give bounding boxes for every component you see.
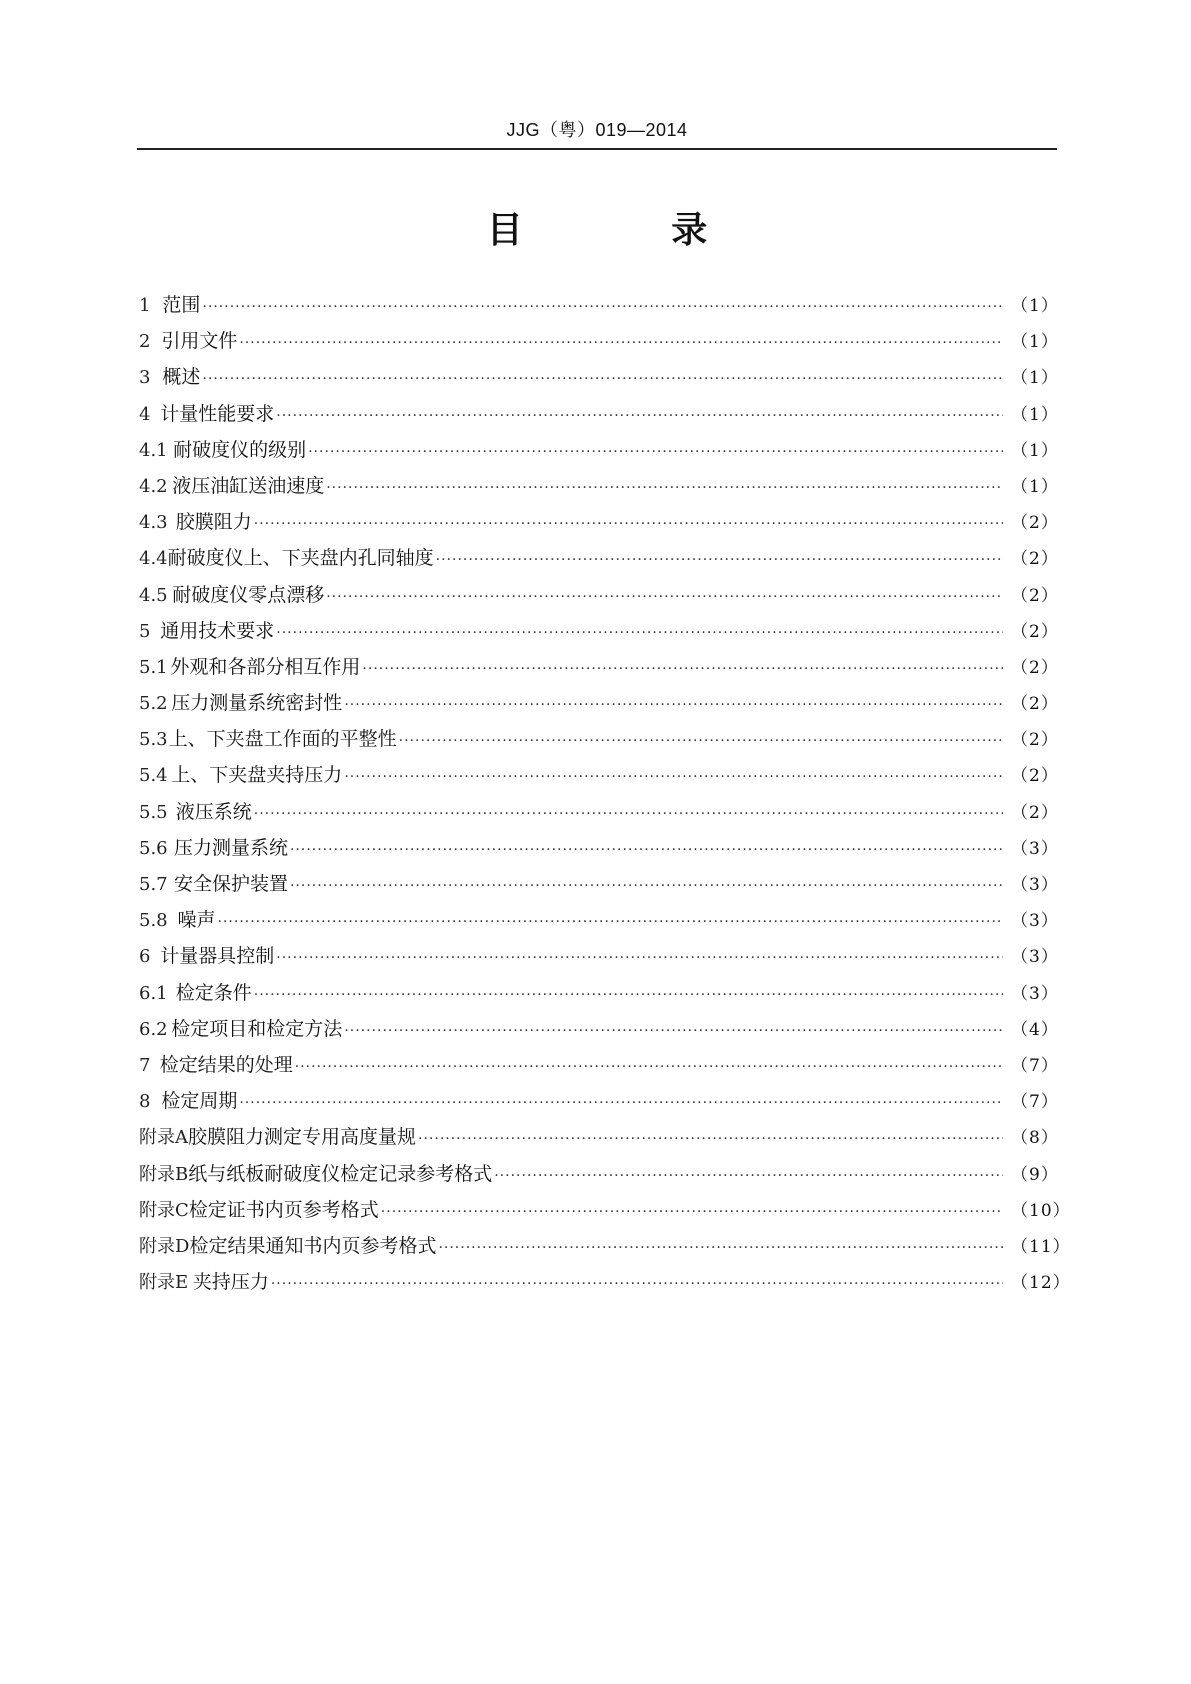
toc-entry-page: （1） — [1011, 332, 1059, 353]
toc-entry-page: （3） — [1011, 875, 1059, 895]
toc-entry[interactable] — [139, 978, 1057, 1014]
toc-dot-leader — [254, 516, 1003, 532]
toc-dot-leader — [438, 1240, 1003, 1256]
toc-entry-title: 上、下夹盘夹持压力 — [171, 764, 343, 787]
toc-entry-title: 范围 — [162, 294, 201, 316]
toc-entry-page: （4） — [1011, 1019, 1059, 1040]
toc-entry-title: 检定条件 — [175, 981, 252, 1004]
toc-entry-page: （7） — [1011, 1092, 1059, 1113]
toc-entry-number: 5.4 — [139, 765, 168, 787]
toc-entry-title: 计量器具控制 — [160, 945, 275, 968]
toc-entry-number: 5.6 — [139, 837, 168, 859]
toc-dot-leader — [239, 335, 1003, 351]
toc-dot-leader — [202, 299, 1003, 315]
toc-entry-number: 附录B — [139, 1163, 189, 1185]
toc-dot-leader — [362, 661, 1003, 677]
toc-entry-number: 4.2 — [139, 475, 168, 497]
toc-entry-number: 附录E — [139, 1272, 189, 1294]
toc-entry-number: 5.7 — [139, 874, 168, 895]
toc-dot-leader — [202, 371, 1003, 387]
toc-entry-page: （1） — [1011, 440, 1059, 461]
toc-entry-number: 6.1 — [139, 982, 168, 1004]
toc-entry-page: （1） — [1011, 476, 1059, 497]
toc-dot-leader — [290, 842, 1003, 858]
toc-entry-number: 2 — [139, 331, 151, 353]
toc-entry-number: 4.4 — [139, 548, 168, 570]
toc-dot-leader — [418, 1131, 1003, 1147]
toc-entry-number: 5 — [139, 620, 151, 642]
toc-entry[interactable] — [139, 941, 1057, 977]
toc-entry[interactable] — [139, 290, 1057, 326]
toc-entry-title: 压力测量系统 — [173, 836, 288, 859]
toc-dot-leader — [381, 1204, 1003, 1220]
toc-entry-title: 液压系统 — [175, 800, 252, 823]
toc-title: 目 录 — [486, 210, 776, 251]
toc-entry-page: （2） — [1011, 694, 1059, 715]
toc-entry-number: 4.1 — [139, 439, 168, 461]
toc-entry[interactable] — [139, 507, 1057, 543]
toc-entry-title: 检定结果通知书内页参考格式 — [189, 1234, 437, 1257]
toc-entry-title: 胶膜阻力测定专用高度量规 — [188, 1126, 417, 1149]
toc-entry-title: 引用文件 — [161, 330, 238, 353]
header-rule — [137, 148, 1057, 150]
toc-entry-page: （2） — [1011, 657, 1059, 678]
toc-entry[interactable] — [139, 1231, 1071, 1267]
toc-entry-number: 5.3 — [139, 729, 168, 751]
toc-entry-page: （2） — [1011, 549, 1059, 570]
toc-dot-leader — [218, 914, 1003, 930]
toc-entry-page: （7） — [1011, 1055, 1059, 1076]
toc-entry-page: （1） — [1011, 296, 1059, 316]
toc-entry-page: （2） — [1011, 730, 1059, 751]
toc-entry-page: （2） — [1011, 621, 1059, 642]
toc-entry-number: 附录A — [139, 1127, 188, 1149]
toc-dot-leader — [276, 950, 1003, 966]
toc-entry[interactable] — [139, 471, 1057, 507]
toc-dot-leader — [254, 806, 1003, 822]
toc-dot-leader — [276, 625, 1003, 641]
toc-dot-leader — [239, 1095, 1003, 1111]
toc-entry[interactable] — [139, 1086, 1057, 1122]
toc-entry-page: （1） — [1011, 404, 1059, 425]
toc-entry[interactable] — [139, 833, 1057, 869]
toc-entry-page: （2） — [1011, 513, 1059, 534]
toc-entry[interactable] — [139, 1122, 1057, 1158]
toc-entry-number: 4.3 — [139, 512, 168, 534]
toc-entry-page: （2） — [1011, 585, 1059, 606]
toc-entry-title: 通用技术要求 — [160, 619, 275, 642]
page-header-code: JJG（粤）019—2014 — [506, 120, 688, 140]
toc-entry-title: 耐破度仪零点漂移 — [172, 583, 325, 606]
toc-dot-leader — [326, 480, 1003, 496]
toc-entry[interactable] — [139, 869, 1057, 905]
toc-entry-number: 6.2 — [139, 1018, 168, 1040]
toc-entry-page: （9） — [1011, 1164, 1059, 1185]
toc-entry-title: 安全保护装置 — [173, 873, 288, 895]
toc-entry-title: 检定项目和检定方法 — [171, 1017, 343, 1040]
toc-dot-leader — [271, 1276, 1003, 1292]
toc-dot-leader — [344, 769, 1003, 785]
toc-entry[interactable] — [139, 399, 1057, 435]
toc-entry-number: 3 — [139, 367, 151, 389]
toc-entry-number: 4.5 — [139, 584, 168, 606]
toc-entry-page: （11） — [1011, 1236, 1071, 1257]
toc-dot-leader — [276, 408, 1003, 424]
toc-dot-leader — [295, 1059, 1003, 1075]
toc-entry[interactable] — [139, 724, 1057, 760]
toc-dot-leader — [290, 878, 1003, 894]
toc-entry[interactable] — [139, 797, 1057, 833]
toc-entry-number: 7 — [139, 1054, 151, 1076]
toc-entry[interactable] — [139, 1050, 1057, 1086]
toc-dot-leader — [344, 1023, 1003, 1039]
toc-entry-page: （1） — [1011, 368, 1059, 389]
toc-entry-page: （12） — [1011, 1273, 1071, 1294]
toc-entry-title: 上、下夹盘工作面的平整性 — [168, 728, 397, 751]
toc-entry-number: 5.1 — [139, 656, 168, 678]
toc-dot-leader — [436, 552, 1003, 568]
toc-entry[interactable] — [139, 435, 1057, 471]
toc-entry-page: （3） — [1011, 983, 1059, 1004]
toc-entry-title: 夹持压力 — [192, 1271, 269, 1294]
toc-dot-leader — [344, 697, 1003, 713]
toc-entry[interactable] — [139, 1014, 1057, 1050]
toc-entry[interactable] — [139, 580, 1057, 616]
toc-entry-title: 检定周期 — [161, 1090, 238, 1113]
toc-entry-title: 外观和各部分相互作用 — [170, 655, 361, 678]
toc-entry[interactable] — [139, 1267, 1071, 1303]
toc-entry-title: 耐破度仪的级别 — [173, 438, 307, 461]
toc-entry-title: 概述 — [162, 366, 201, 389]
toc-entry-title: 液压油缸送油速度 — [172, 474, 325, 497]
toc-entry-title: 耐破度仪上、下夹盘内孔同轴度 — [167, 547, 434, 570]
toc-entry[interactable] — [139, 652, 1057, 688]
toc-entry-page: （3） — [1011, 947, 1059, 968]
toc-dot-leader — [399, 733, 1003, 749]
toc-dot-leader — [326, 589, 1003, 605]
toc-dot-leader — [308, 444, 1003, 460]
toc-entry[interactable] — [139, 1159, 1057, 1195]
toc-entry-number: 5.5 — [139, 801, 168, 823]
toc-entry-page: （3） — [1011, 911, 1059, 932]
toc-entry-title: 计量性能要求 — [160, 402, 275, 425]
toc-entry[interactable] — [139, 688, 1057, 724]
toc-entry-number: 4 — [139, 403, 151, 425]
toc-entry-number: 6 — [139, 946, 151, 968]
toc-entry-title: 检定证书内页参考格式 — [188, 1198, 379, 1221]
toc-entry-title: 压力测量系统密封性 — [171, 692, 343, 715]
toc-entry-number: 5.2 — [139, 693, 168, 715]
toc-dot-leader — [254, 987, 1003, 1003]
toc-entry-page: （2） — [1011, 766, 1059, 787]
toc-entry[interactable] — [139, 362, 1057, 398]
toc-entry[interactable] — [139, 543, 1057, 579]
toc-entry-title: 胶膜阻力 — [175, 511, 252, 534]
toc-entry-page: （2） — [1011, 802, 1059, 823]
toc-entry-number: 附录D — [139, 1235, 190, 1257]
toc-entry-title: 检定结果的处理 — [159, 1053, 293, 1076]
toc-entry[interactable] — [139, 760, 1057, 796]
toc-entry[interactable] — [139, 1195, 1071, 1231]
toc-entry[interactable] — [139, 616, 1057, 652]
toc-entry[interactable] — [139, 905, 1057, 941]
toc-entry-title: 噪声 — [177, 909, 216, 932]
toc-entry-page: （3） — [1011, 838, 1059, 859]
toc-entry-number: 5.8 — [139, 910, 168, 932]
toc-entry-number: 8 — [139, 1091, 151, 1113]
toc-entry-page: （10） — [1011, 1200, 1071, 1221]
toc-entry[interactable] — [139, 326, 1057, 362]
toc-entry-number: 附录C — [139, 1199, 189, 1221]
toc-entry-title: 纸与纸板耐破度仪检定记录参考格式 — [188, 1162, 493, 1185]
table-of-contents — [139, 290, 1071, 1303]
toc-entry-number: 1 — [139, 295, 151, 316]
toc-dot-leader — [494, 1168, 1003, 1184]
toc-entry-page: （8） — [1011, 1128, 1059, 1149]
